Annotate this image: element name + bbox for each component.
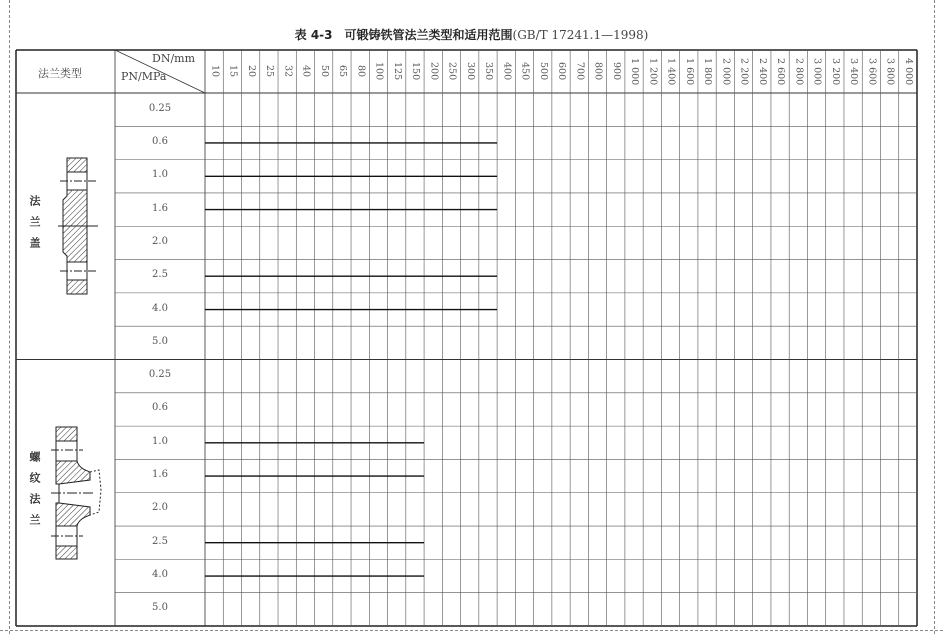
dn-column-label: 4 000 (902, 57, 914, 86)
pn-value: 2.5 (152, 535, 168, 547)
table-number: 表 4-3 (294, 28, 333, 42)
dn-column-label: 3 600 (866, 57, 878, 86)
dn-column-label: 3 800 (884, 57, 896, 86)
pn-value: 5.0 (152, 602, 168, 614)
dn-column-label: 350 (483, 62, 495, 81)
dn-column-label: 700 (574, 62, 586, 81)
dn-column-label: 20 (245, 65, 257, 78)
dn-column-label: 300 (464, 62, 476, 81)
threaded-flange-drawing (45, 420, 110, 570)
dn-column-label: 900 (610, 62, 622, 81)
header-flange-type: 法兰类型 (38, 67, 82, 80)
dn-column-label: 100 (373, 62, 385, 81)
dn-column-label: 500 (537, 62, 549, 81)
dn-column-label: 65 (337, 65, 349, 78)
pn-value: 0.25 (148, 369, 172, 381)
dn-column-label: 3 200 (829, 57, 841, 86)
dn-column-label: 50 (318, 65, 330, 78)
dn-column-label: 1 400 (665, 57, 677, 86)
dn-column-label: 3 000 (811, 57, 823, 86)
dn-column-label: 150 (410, 62, 422, 81)
pn-value: 2.0 (152, 235, 168, 247)
flange-type-label: 法兰盖 (28, 194, 41, 258)
dn-column-label: 15 (227, 65, 239, 78)
pn-value: 2.5 (152, 269, 168, 281)
pn-value: 1.0 (152, 169, 168, 181)
pn-value: 0.6 (152, 135, 168, 147)
dn-column-label: 2 600 (775, 57, 787, 86)
dn-column-label: 250 (446, 62, 458, 81)
dn-column-label: 800 (592, 62, 604, 81)
table-standard: (GB/T 17241.1—1998) (512, 28, 649, 42)
table-name: 可锻铸铁管法兰类型和适用范围 (344, 28, 513, 42)
pn-value: 2.0 (152, 502, 168, 514)
pn-value: 4.0 (152, 569, 168, 581)
dn-column-label: 2 800 (793, 57, 805, 86)
dn-column-label: 450 (519, 62, 531, 81)
dn-column-label: 1 200 (647, 57, 659, 86)
pn-value: 1.0 (152, 435, 168, 447)
header-dn: DN/mm (152, 52, 196, 65)
dn-column-label: 40 (300, 65, 312, 78)
dn-column-label: 1 800 (702, 57, 714, 86)
blind-flange-drawing (50, 150, 110, 300)
dn-column-label: 80 (355, 65, 367, 78)
dn-column-label: 25 (264, 65, 276, 78)
pn-value: 0.6 (152, 402, 168, 414)
pn-value: 1.6 (152, 469, 168, 481)
dn-column-label: 125 (391, 62, 403, 81)
dn-column-label: 2 400 (756, 57, 768, 86)
dn-column-label: 400 (501, 62, 513, 81)
header-pn: PN/MPa (121, 70, 167, 83)
pn-value: 5.0 (152, 335, 168, 347)
dn-column-label: 32 (282, 65, 294, 78)
dn-column-label: 1 600 (683, 57, 695, 86)
dn-column-label: 10 (209, 65, 221, 78)
pn-value: 0.25 (148, 102, 172, 114)
dn-column-label: 200 (428, 62, 440, 81)
pn-value: 1.6 (152, 202, 168, 214)
dn-column-label: 2 200 (738, 57, 750, 86)
dn-column-label: 600 (556, 62, 568, 81)
dn-column-label: 2 000 (720, 57, 732, 86)
dn-column-label: 3 400 (848, 57, 860, 86)
dn-column-label: 1 000 (629, 57, 641, 86)
pn-value: 4.0 (152, 302, 168, 314)
flange-type-label: 螺纹法兰 (28, 450, 41, 535)
